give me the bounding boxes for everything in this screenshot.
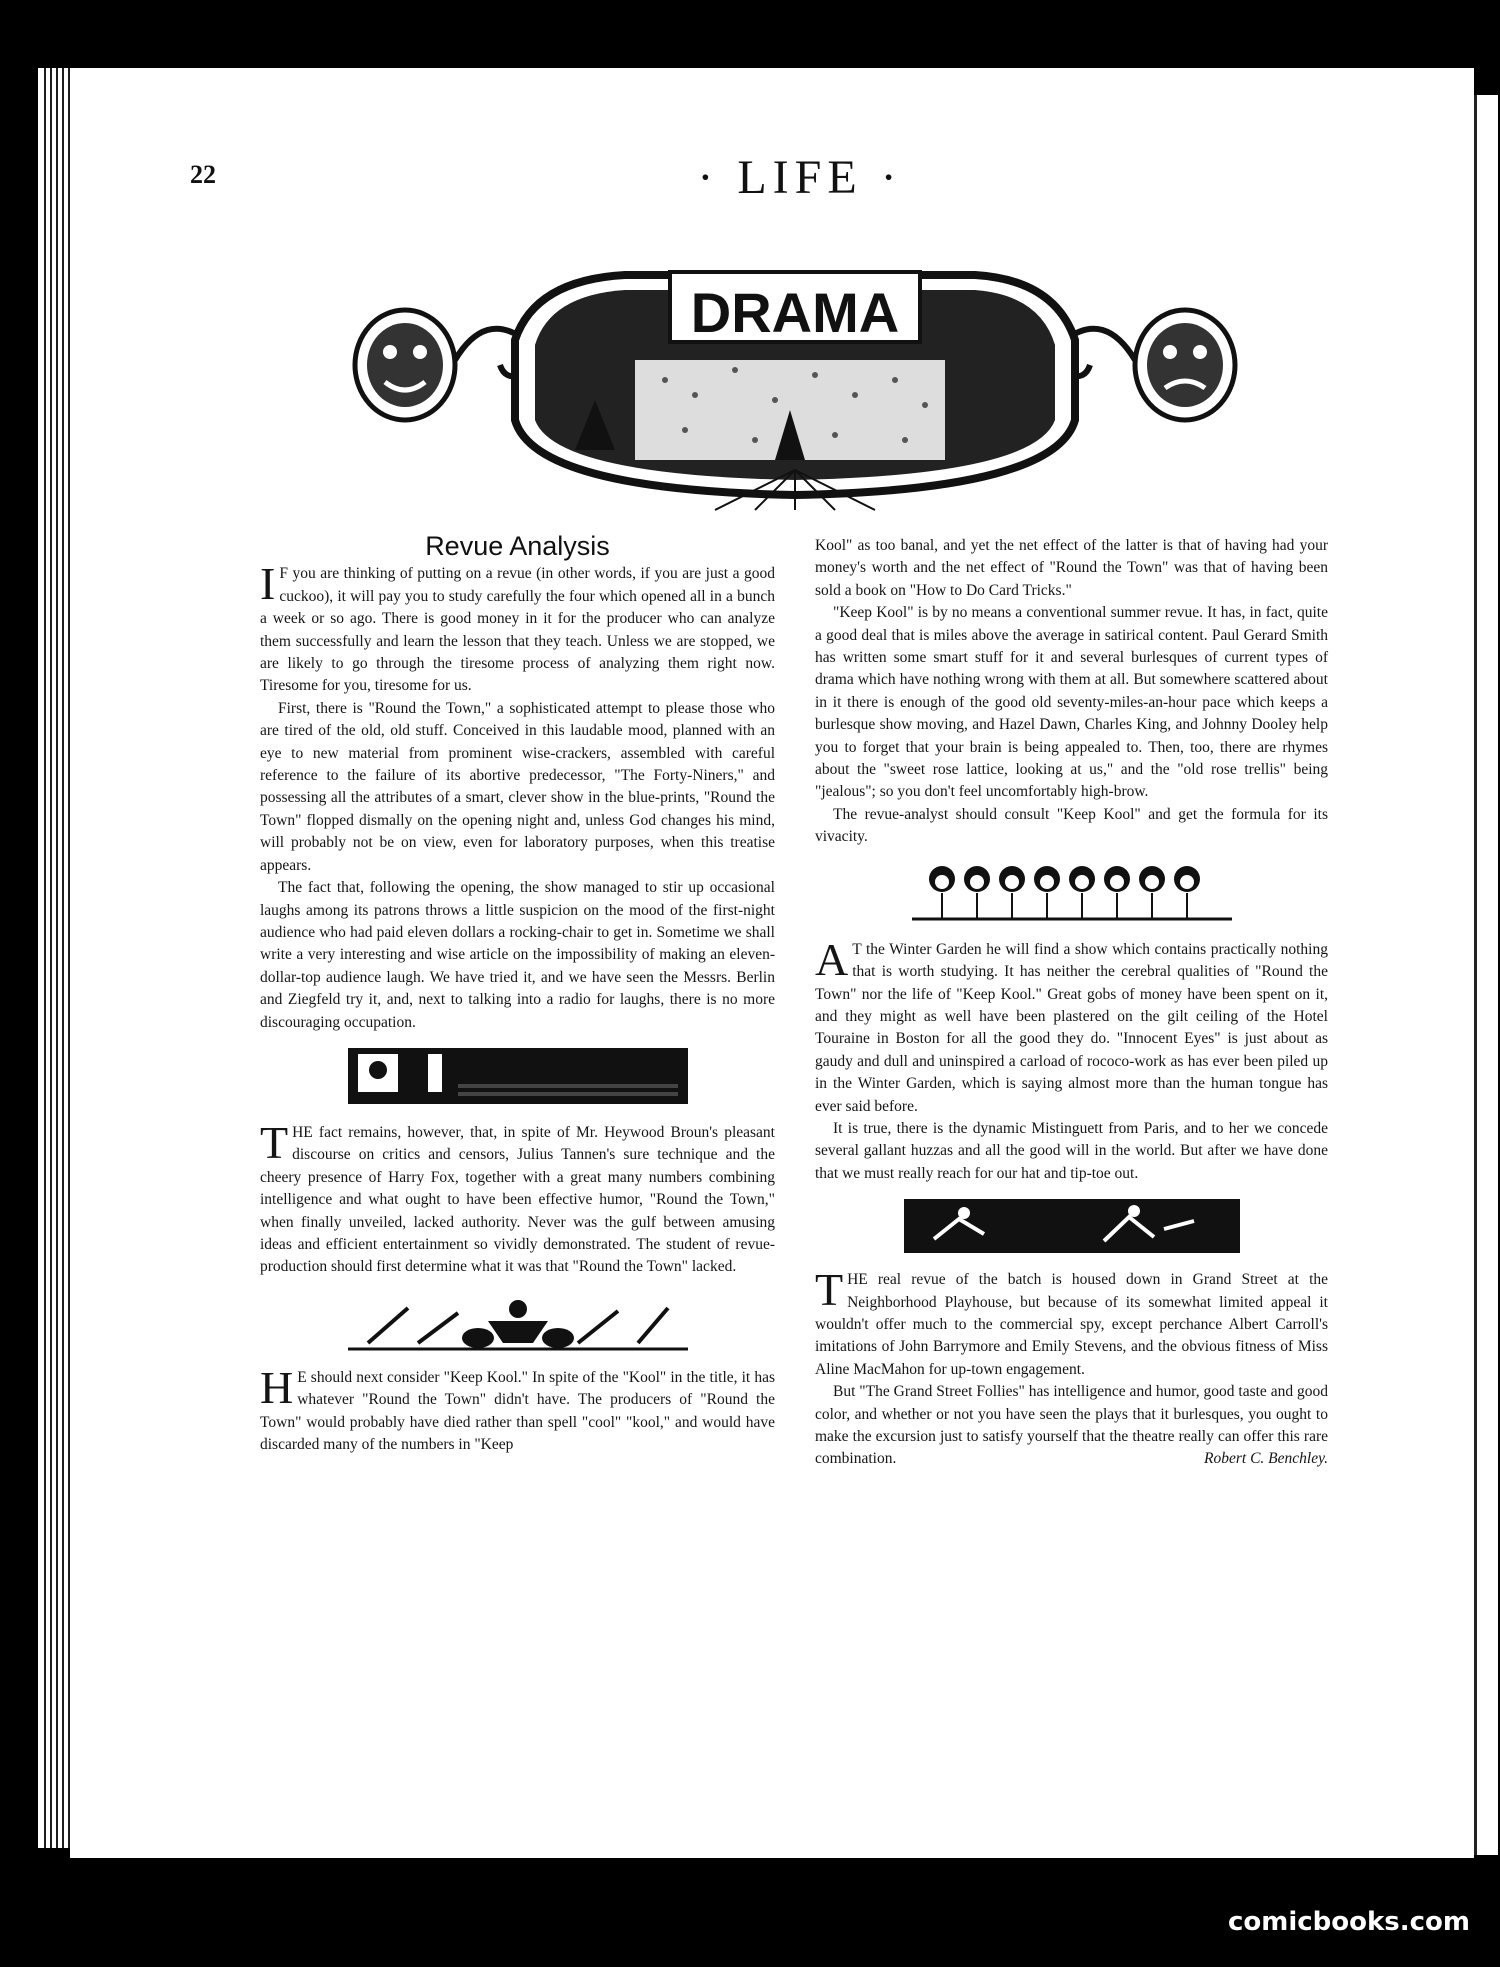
page-number: 22 (190, 160, 216, 189)
paragraph: First, there is "Round the Town," a sophisticated attempt to please those who are tired of the old, old stuff. Conceived in this laudable mood, planned with an eye to new material from prominent wise-crackers, assembled with careful reference to the failure of its abortive predecessor, "The Forty-Niners," and possessing all the attributes of a smart, clever show in the blue-prints, "Round the Town" flopped dismally on the opening night and, unless God changes his mind, will probably not be on view, even for laboratory purposes, when this treatise appears. (260, 699, 775, 874)
audience-illustration (348, 1048, 688, 1104)
drop-cap: H (260, 1361, 294, 1413)
paragraph (815, 1381, 1328, 1471)
paragraph-text: HE fact remains, however, that, in spite of Mr. Heywood Broun's pleasant discourse on critics and censors, Julius Tannen's sure technique and the cheery presence of Harry Fox, together with a great many numbers combining intelligence and what ought to have been effective humor, "Round the Town," when finally unveiled, lacked authority. Never was the gulf between amusing ideas and efficient entertainment so vividly demonstrated. The student of revue-production should first determine what it was that "Round the Town" lacked. (260, 1123, 775, 1276)
facing-page-edge (1474, 95, 1498, 1855)
paragraph: "Keep Kool" is by no means a conventional summer revue. It has, in fact, quite a good deal that is miles above the average in satirical content. Paul Gerard Smith has written some smart stuff for it and several burlesques of current types of drama which have nothing wrong with them at all. But somewhere scattered about in it there is enough of the good old seventy-miles-an-hour pace which keeps a burlesque show moving, and Hazel Dawn, Charles King, and Johnny Dooley help you to forget that your brain is being appealed to. Then, too, there are rhymes about the "sweet rose lattice, looking at us," and the "old rose trellis" being "jealous"; so you don't feel uncomfortably high-brow. (815, 604, 1328, 801)
comedy-mask-left (355, 310, 534, 420)
paragraph (815, 1264, 1328, 1381)
paragraph-text: E should next consider "Keep Kool." In spite of the "Kool" in the title, it has whatever "Round the Town" didn't have. The producers of "Round the Town" would probably have died rather than spell "cool" "kool," and would have discarded many of the numbers in "Keep (260, 1368, 775, 1453)
paragraph-text: T the Winter Garden he will find a show which contains practically nothing that is worth studying. It has neither the cerebral qualities of "Round the Town" nor the life of "Keep Kool." Great gobs of money have been spent on it, and they might as well have been plastered on the gilt ceiling of the Hotel Touraine in Boston for all the good they do. "Innocent Eyes" is just about as gaudy and dull and uninspired a carload of rococo-work as has ever been piled up in the Winter Garden, which is saying almost more than the human tongue has ever said before. (815, 940, 1328, 1115)
paragraph-text: HE real revue of the batch is housed down in Grand Street at the Neighborhood Playhouse, but because of its somewhat limited appeal it wouldn't offer much to the commercial spy, except perchance Albert Carroll's imitations of John Barrymore and Emily Stevens, and the obvious fitness of Miss Aline MacMahon for up-town engagement. (815, 1271, 1328, 1378)
paragraph: The revue-analyst should consult "Keep Kool" and get the formula for its vivacity. (815, 805, 1328, 846)
paragraph-text: F you are thinking of putting on a revue (in other words, if you are just a good cuckoo), it will pay you to study carefully the four which opened all in a bunch a week or so ago. There is good money in it for the producer who can analyze them successfully and learn the lesson that they teach. Unless we are stopped, we are likely to go through the tiresome process of analyzing them right now. Tiresome for you, tiresome for us. (260, 565, 775, 695)
drop-cap: I (260, 558, 276, 610)
right-column (815, 535, 1328, 1471)
drop-cap: T (815, 1264, 844, 1316)
dancers-illustration (904, 1199, 1240, 1253)
drama-banner-illustration (335, 270, 1255, 520)
article-title: Revue Analysis (425, 531, 610, 561)
paragraph (260, 558, 775, 697)
masthead: · LIFE · (697, 151, 903, 204)
drop-cap: A (815, 933, 849, 985)
drop-cap: T (260, 1116, 289, 1168)
byline: Robert C. Benchley. (1204, 1450, 1328, 1468)
paragraph: The fact that, following the opening, the show managed to stir up occasional laughs among its patrons throws a little suspicion on the mood of the first-night audience who had paid eleven dollars a rocking-chair to get in. Sometime we shall write a very interesting and wise article on the impossibility of making an eleven-dollar-top audience laugh. We have tried it, and we have seen the Messrs. Berlin and Ziegfeld try it, and, next to talking into a radio for laughs, there is no more discouraging occupation. (260, 879, 775, 1031)
paragraph (260, 1116, 775, 1279)
left-column (260, 531, 775, 1456)
banner-title: DRAMA (690, 281, 900, 344)
paragraph (260, 1361, 775, 1457)
musicians-illustration (348, 1293, 688, 1353)
paragraph: Kool" as too banal, and yet the net effect of the latter is that of having had your money's worth and the net effect of "Round the Town" was that of having been sold a book on "How to Do Card Tricks." (815, 537, 1328, 599)
paragraph: It is true, there is the dynamic Mistinguett from Paris, and to her we concede several gallant huzzas and all the good will in the world. But after we have done that we must really reach for our hat and tip-toe out. (815, 1119, 1328, 1182)
paragraph-text: But "The Grand Street Follies" has intelligence and humor, good taste and good color, and whether or not you have seen the plays that it burlesques, you ought to make the excursion just to satisfy yourself that the theatre really can offer this rare combination. (815, 1383, 1328, 1468)
watermark: comicbooks.com (1227, 1907, 1470, 1937)
paragraph (815, 933, 1328, 1118)
tragedy-mask-right (1056, 310, 1235, 420)
chorus-girls-illustration (912, 863, 1232, 923)
